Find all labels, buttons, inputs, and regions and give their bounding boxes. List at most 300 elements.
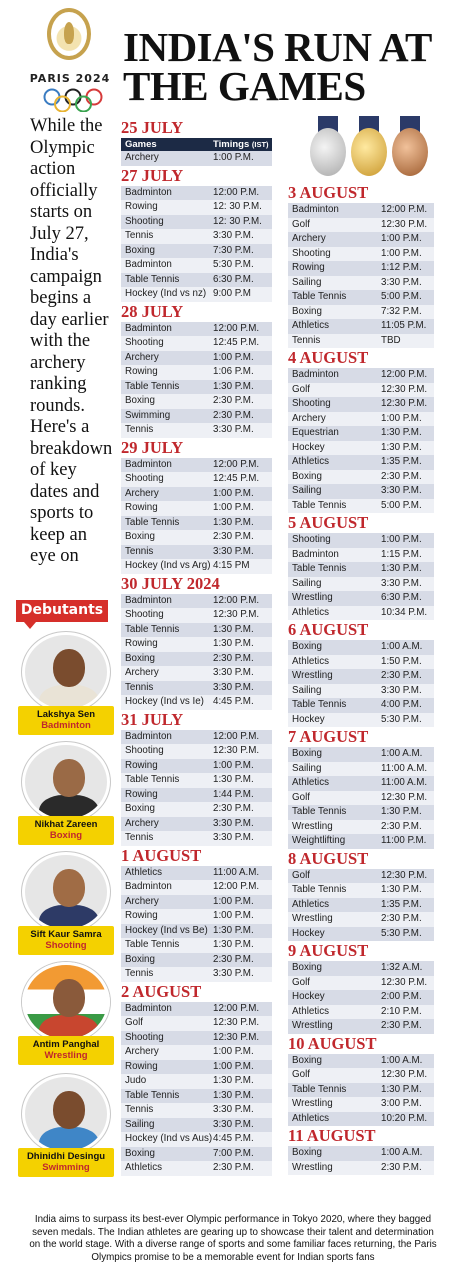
event-row bbox=[288, 1019, 434, 1034]
event-time: 2:30 P.M. bbox=[213, 395, 254, 406]
event-time: 12:00 P.M. bbox=[213, 322, 260, 334]
day-heading: 25 JULY bbox=[121, 118, 184, 137]
event-row bbox=[121, 409, 272, 424]
event-time: 3:30 P.M. bbox=[213, 667, 254, 678]
event-time: 1:00 P.M. bbox=[381, 534, 422, 545]
event-list bbox=[121, 458, 272, 574]
schedule-left-column bbox=[121, 118, 272, 1176]
event-time: 1:00 P.M. bbox=[381, 412, 422, 424]
day-heading: 30 JULY 2024 bbox=[121, 573, 220, 593]
event-row bbox=[121, 695, 272, 710]
event-row bbox=[288, 261, 434, 276]
event-time: 2:30 P.M. bbox=[381, 470, 422, 482]
event-name: Rowing bbox=[125, 788, 158, 800]
event-name: Rowing bbox=[125, 1060, 158, 1072]
event-name: Shooting bbox=[292, 534, 331, 545]
day-block bbox=[288, 348, 434, 513]
event-row bbox=[288, 640, 434, 655]
event-name: Archery bbox=[292, 233, 326, 244]
event-row bbox=[121, 1045, 272, 1060]
event-time: TBD bbox=[381, 334, 401, 346]
event-time: 9:00 P.M bbox=[213, 288, 251, 299]
event-name: Table Tennis bbox=[125, 380, 180, 392]
event-time: 2:00 P.M. bbox=[381, 991, 422, 1002]
event-name: Athletics bbox=[292, 320, 330, 331]
event-row bbox=[288, 791, 434, 806]
event-time: 1:30 P.M. bbox=[213, 774, 254, 785]
event-row bbox=[288, 698, 434, 713]
event-time: 1:44 P.M. bbox=[213, 788, 254, 800]
event-name: Table Tennis bbox=[125, 516, 180, 528]
event-time: 1:32 A.M. bbox=[381, 962, 423, 973]
intro-paragraph: While the Olympic action officially starts on July 27, India's campaign begins a day earlier with the archery ranking rounds. Here's a breakdown of key dates and sports to keep an eye on bbox=[30, 116, 113, 566]
event-name: Sailing bbox=[292, 684, 322, 696]
day-block bbox=[288, 849, 434, 942]
event-list bbox=[288, 640, 434, 727]
event-row bbox=[288, 562, 434, 577]
event-row bbox=[288, 976, 434, 991]
event-row bbox=[121, 802, 272, 817]
event-row bbox=[288, 1112, 434, 1127]
event-name: Golf bbox=[292, 976, 310, 988]
event-time: 1:30 P.M. bbox=[381, 427, 422, 438]
event-time: 10:34 P.M. bbox=[381, 606, 428, 618]
event-row bbox=[121, 322, 272, 337]
event-row bbox=[288, 776, 434, 791]
day-heading: 4 AUGUST bbox=[288, 348, 369, 367]
event-row bbox=[121, 817, 272, 832]
event-name: Wrestling bbox=[292, 1161, 333, 1173]
event-row bbox=[121, 1103, 272, 1118]
day-heading: 6 AUGUST bbox=[288, 620, 369, 639]
day-heading: 7 AUGUST bbox=[288, 727, 369, 746]
event-row bbox=[288, 368, 434, 383]
event-name: Shooting bbox=[125, 745, 164, 756]
event-row bbox=[121, 472, 272, 487]
event-list bbox=[121, 151, 272, 166]
event-name: Athletics bbox=[292, 1005, 330, 1017]
event-name: Wrestling bbox=[292, 592, 333, 603]
event-row bbox=[288, 1005, 434, 1020]
athlete-photo bbox=[22, 742, 110, 822]
event-name: Athletics bbox=[292, 655, 330, 667]
event-time: 5:00 P.M. bbox=[381, 499, 422, 511]
event-name: Boxing bbox=[292, 1054, 322, 1066]
event-row bbox=[121, 1118, 272, 1133]
event-name: Hockey bbox=[292, 441, 325, 453]
event-time: 3:30 P.M. bbox=[213, 681, 254, 693]
event-time: 1:00 P.M. bbox=[213, 487, 254, 499]
event-name: Hockey (Ind vs Arg) bbox=[125, 560, 211, 571]
event-row bbox=[288, 669, 434, 684]
event-row bbox=[288, 805, 434, 820]
table-header bbox=[121, 138, 272, 151]
event-name: Badminton bbox=[292, 204, 339, 215]
event-row bbox=[288, 927, 434, 942]
event-row bbox=[121, 744, 272, 759]
event-row bbox=[121, 895, 272, 910]
day-block bbox=[288, 941, 434, 1034]
logo-text: PARIS 2024 bbox=[29, 72, 111, 85]
event-list bbox=[288, 869, 434, 942]
event-name: Table Tennis bbox=[292, 291, 347, 302]
athlete-card: Antim Panghal Wrestling bbox=[16, 962, 116, 1072]
event-list bbox=[288, 961, 434, 1034]
event-name: Shooting bbox=[125, 337, 164, 348]
event-name: Rowing bbox=[125, 502, 158, 513]
day-block bbox=[121, 710, 272, 846]
event-time: 2:30 P.M. bbox=[213, 652, 254, 664]
event-row bbox=[121, 1132, 272, 1147]
event-name: Athletics bbox=[292, 1112, 330, 1124]
event-time: 3:30 P.M. bbox=[381, 577, 422, 589]
event-name: Archery bbox=[125, 667, 159, 678]
event-name: Judo bbox=[125, 1075, 147, 1086]
event-time: 3:30 P.M. bbox=[381, 276, 422, 288]
event-name: Rowing bbox=[125, 910, 158, 921]
event-time: 7:32 P.M. bbox=[381, 305, 422, 317]
event-time: 1:00 A.M. bbox=[381, 1147, 423, 1158]
event-name: Hockey bbox=[292, 713, 325, 725]
event-row bbox=[121, 1089, 272, 1104]
event-name: Sailing bbox=[292, 276, 322, 288]
event-name: Boxing bbox=[125, 244, 155, 256]
event-name: Boxing bbox=[125, 531, 155, 542]
event-row bbox=[288, 484, 434, 499]
event-time: 4:00 P.M. bbox=[381, 699, 422, 710]
timings-unit: (IST) bbox=[251, 140, 269, 149]
event-name: Table Tennis bbox=[125, 273, 180, 285]
event-time: 12:30 P.M. bbox=[381, 976, 428, 988]
event-row bbox=[288, 533, 434, 548]
event-row bbox=[121, 1002, 272, 1017]
event-name: Badminton bbox=[125, 1002, 172, 1014]
day-heading: 1 AUGUST bbox=[121, 845, 202, 865]
event-row bbox=[288, 334, 434, 349]
event-time: 1:00 P.M. bbox=[213, 1060, 254, 1072]
event-row bbox=[121, 545, 272, 560]
event-row bbox=[121, 1074, 272, 1089]
event-time: 1:00 P.M. bbox=[213, 502, 254, 513]
event-row bbox=[288, 455, 434, 470]
timings-column-header bbox=[213, 138, 272, 151]
event-row bbox=[288, 1068, 434, 1083]
event-name: Wrestling bbox=[292, 820, 333, 832]
event-row bbox=[121, 273, 272, 288]
event-time: 12:00 P.M. bbox=[213, 881, 260, 892]
day-heading: 2 AUGUST bbox=[121, 981, 202, 1001]
event-time: 12:30 P.M. bbox=[381, 869, 428, 881]
event-time: 1:50 P.M. bbox=[381, 655, 422, 667]
event-row bbox=[121, 880, 272, 895]
day-block bbox=[288, 727, 434, 849]
event-name: Hockey bbox=[292, 991, 325, 1002]
event-time: 1:00 A.M. bbox=[381, 641, 423, 652]
event-time: 10:20 P.M. bbox=[381, 1112, 428, 1124]
event-list bbox=[121, 730, 272, 846]
event-name: Badminton bbox=[292, 369, 339, 380]
event-name: Rowing bbox=[125, 638, 158, 649]
event-name: Sailing bbox=[125, 1118, 155, 1130]
event-row bbox=[288, 591, 434, 606]
event-row bbox=[121, 637, 272, 652]
event-time: 7:30 P.M. bbox=[213, 244, 254, 256]
event-time: 12:00 P.M. bbox=[381, 204, 428, 215]
event-row bbox=[288, 319, 434, 334]
event-time: 12:30 P.M. bbox=[381, 1069, 428, 1080]
event-name: Swimming bbox=[125, 409, 171, 421]
day-block bbox=[121, 982, 272, 1176]
event-time: 3:00 P.M. bbox=[381, 1098, 422, 1109]
event-name: Boxing bbox=[125, 1147, 155, 1159]
event-name: Badminton bbox=[125, 186, 172, 198]
event-row bbox=[121, 953, 272, 968]
event-name: Boxing bbox=[125, 395, 155, 406]
event-name: Hockey (Ind vs Be) bbox=[125, 924, 208, 936]
event-name: Archery bbox=[292, 412, 326, 424]
event-time: 5:30 P.M. bbox=[213, 259, 254, 270]
event-name: Table Tennis bbox=[292, 806, 347, 817]
medals-image bbox=[304, 116, 434, 182]
event-row bbox=[288, 305, 434, 320]
event-row bbox=[121, 336, 272, 351]
event-name: Boxing bbox=[125, 803, 155, 814]
event-name: Golf bbox=[292, 218, 310, 230]
event-time: 1:35 P.M. bbox=[381, 898, 422, 910]
event-row bbox=[121, 559, 272, 574]
event-list bbox=[288, 203, 434, 348]
athlete-photo bbox=[22, 962, 110, 1042]
event-name: Tennis bbox=[125, 968, 154, 979]
event-name: Tennis bbox=[125, 545, 154, 557]
footer-caption: India aims to surpass its best-ever Olympic performance in Tokyo 2020, where they bagged seven medals. The Indian athletes are gearing up to showcase their talent and determination on the world stage. With a diverse range of sports and some familiar faces returning, the Paris Olympics promise to be a memorable event for Indian sports fans bbox=[29, 1214, 437, 1263]
event-name: Shooting bbox=[292, 247, 331, 259]
event-time: 1:30 P.M. bbox=[381, 1083, 422, 1095]
event-name: Shooting bbox=[125, 473, 164, 484]
day-block bbox=[121, 302, 272, 438]
event-name: Wrestling bbox=[292, 1020, 333, 1031]
event-list bbox=[288, 1146, 434, 1175]
event-name: Rowing bbox=[125, 201, 158, 212]
event-name: Tennis bbox=[125, 230, 154, 241]
day-heading: 27 JULY bbox=[121, 165, 184, 185]
event-name: Tennis bbox=[125, 681, 154, 693]
day-heading: 29 JULY bbox=[121, 437, 184, 457]
event-name: Archery bbox=[125, 895, 159, 907]
event-name: Shooting bbox=[125, 609, 164, 620]
event-row bbox=[121, 967, 272, 982]
event-name: Tennis bbox=[125, 832, 154, 843]
event-time: 1:30 P.M. bbox=[381, 884, 422, 895]
event-name: Hockey bbox=[292, 927, 325, 939]
day-heading: 3 AUGUST bbox=[288, 183, 369, 202]
event-row bbox=[288, 713, 434, 728]
event-name: Archery bbox=[125, 487, 159, 499]
event-row bbox=[288, 762, 434, 777]
event-row bbox=[288, 412, 434, 427]
event-row bbox=[288, 232, 434, 247]
event-time: 2:30 P.M. bbox=[213, 1162, 254, 1173]
event-row bbox=[288, 883, 434, 898]
event-row bbox=[121, 909, 272, 924]
event-name: Tennis bbox=[125, 424, 154, 435]
event-name: Golf bbox=[292, 1069, 310, 1080]
event-time: 1:00 P.M. bbox=[213, 895, 254, 907]
event-row bbox=[121, 229, 272, 244]
event-name: Archery bbox=[125, 152, 159, 163]
event-name: Boxing bbox=[292, 641, 322, 652]
day-heading: 10 AUGUST bbox=[288, 1033, 377, 1053]
silver-medal-icon bbox=[310, 128, 346, 176]
event-row bbox=[121, 730, 272, 745]
event-name: Wrestling bbox=[292, 1098, 333, 1109]
event-row bbox=[288, 426, 434, 441]
event-name: Hockey (Ind vs Aus) bbox=[125, 1133, 213, 1144]
event-time: 12:30 P.M. bbox=[381, 383, 428, 395]
day-block bbox=[121, 438, 272, 574]
event-time: 1:15 P.M. bbox=[381, 548, 422, 560]
event-time: 12:00 P.M. bbox=[213, 458, 260, 470]
event-time: 12:00 P.M. bbox=[213, 594, 260, 606]
event-row bbox=[121, 1161, 272, 1176]
event-name: Golf bbox=[292, 383, 310, 395]
event-row bbox=[121, 623, 272, 638]
event-time: 5:30 P.M. bbox=[381, 927, 422, 939]
event-row bbox=[288, 548, 434, 563]
event-time: 11:05 P.M. bbox=[381, 320, 427, 331]
event-name: Boxing bbox=[292, 962, 322, 973]
event-time: 1:30 P.M. bbox=[213, 939, 254, 950]
athlete-card: Sift Kaur Samra Shooting bbox=[16, 852, 116, 962]
event-row bbox=[121, 394, 272, 409]
event-time: 1:00 P.M. bbox=[213, 1046, 254, 1057]
event-row bbox=[288, 203, 434, 218]
event-row bbox=[121, 681, 272, 696]
event-time: 4:15 PM bbox=[213, 560, 250, 571]
event-time: 1:30 P.M. bbox=[381, 563, 422, 574]
event-time: 11:00 A.M. bbox=[381, 777, 428, 788]
event-name: Boxing bbox=[292, 1147, 322, 1158]
event-row bbox=[288, 869, 434, 884]
event-time: 1:00 P.M. bbox=[381, 233, 422, 244]
debutants-heading: Debutants bbox=[16, 600, 108, 624]
event-name: Boxing bbox=[125, 652, 155, 664]
event-row bbox=[121, 1031, 272, 1046]
event-name: Table Tennis bbox=[292, 563, 347, 574]
event-time: 7:00 P.M. bbox=[213, 1147, 254, 1159]
event-row bbox=[121, 1016, 272, 1031]
event-list bbox=[121, 866, 272, 982]
day-block bbox=[121, 118, 272, 166]
event-name: Badminton bbox=[125, 594, 172, 606]
event-name: Golf bbox=[125, 1017, 143, 1028]
event-name: Table Tennis bbox=[125, 774, 180, 785]
event-row bbox=[121, 608, 272, 623]
event-time: 4:45 P.M. bbox=[213, 696, 254, 707]
event-row bbox=[121, 200, 272, 215]
event-name: Rowing bbox=[125, 759, 158, 771]
event-time: 1:30 P.M. bbox=[381, 806, 422, 817]
event-name: Table Tennis bbox=[125, 623, 180, 635]
event-list bbox=[288, 533, 434, 620]
day-block bbox=[288, 513, 434, 620]
event-time: 11:00 A.M. bbox=[381, 762, 428, 774]
event-name: Rowing bbox=[125, 366, 158, 377]
event-row bbox=[288, 383, 434, 398]
event-time: 12:30 P.M. bbox=[381, 398, 428, 409]
event-time: 1:30 P.M. bbox=[213, 1075, 254, 1086]
event-name: Shooting bbox=[125, 1031, 164, 1043]
event-name: Tennis bbox=[125, 1104, 154, 1115]
day-heading: 9 AUGUST bbox=[288, 941, 369, 960]
event-time: 2:30 P.M. bbox=[213, 803, 254, 814]
event-row bbox=[121, 594, 272, 609]
event-time: 12: 30 P.M. bbox=[213, 215, 262, 227]
event-name: Table Tennis bbox=[292, 884, 347, 895]
event-time: 5:00 P.M. bbox=[381, 291, 422, 302]
day-block bbox=[288, 1126, 434, 1175]
event-list bbox=[288, 747, 434, 849]
event-time: 3:30 P.M. bbox=[213, 968, 254, 979]
event-time: 12:30 P.M. bbox=[213, 1017, 260, 1028]
event-row bbox=[288, 470, 434, 485]
event-row bbox=[121, 151, 272, 166]
event-name: Table Tennis bbox=[292, 1083, 347, 1095]
event-name: Shooting bbox=[292, 398, 331, 409]
event-row bbox=[121, 938, 272, 953]
event-name: Sailing bbox=[292, 485, 322, 496]
event-row bbox=[121, 380, 272, 395]
event-row bbox=[121, 759, 272, 774]
event-row bbox=[288, 441, 434, 456]
event-row bbox=[288, 1146, 434, 1161]
event-time: 1:30 P.M. bbox=[213, 1089, 254, 1101]
event-time: 2:30 P.M. bbox=[381, 820, 422, 832]
event-time: 3:30 P.M. bbox=[213, 1104, 254, 1115]
event-name: Badminton bbox=[125, 458, 172, 470]
athlete-card: Dhinidhi Desingu Swimming bbox=[16, 1074, 116, 1184]
event-time: 1:00 A.M. bbox=[381, 1054, 423, 1066]
event-time: 11:00 P.M. bbox=[381, 835, 427, 846]
event-row bbox=[288, 1161, 434, 1176]
event-name: Boxing bbox=[292, 470, 322, 482]
event-time: 3:30 P.M. bbox=[381, 485, 422, 496]
event-name: Shooting bbox=[125, 215, 164, 227]
day-heading: 5 AUGUST bbox=[288, 513, 369, 532]
event-row bbox=[288, 898, 434, 913]
event-name: Boxing bbox=[125, 953, 155, 965]
event-row bbox=[288, 577, 434, 592]
day-block bbox=[288, 1034, 434, 1127]
event-time: 1:30 P.M. bbox=[213, 924, 254, 936]
event-list bbox=[121, 1002, 272, 1176]
event-time: 1:30 P.M. bbox=[381, 441, 422, 453]
event-row bbox=[288, 912, 434, 927]
event-time: 1:00 P.M. bbox=[381, 247, 422, 259]
day-block bbox=[288, 183, 434, 348]
event-row bbox=[121, 423, 272, 438]
event-row bbox=[121, 924, 272, 939]
event-time: 12:30 P.M. bbox=[381, 218, 428, 230]
event-time: 2:30 P.M. bbox=[381, 1020, 422, 1031]
event-list bbox=[288, 368, 434, 513]
athlete-card: Lakshya Sen Badminton bbox=[16, 632, 116, 742]
event-time: 3:30 P.M. bbox=[213, 817, 254, 829]
event-time: 1:00 P.M. bbox=[213, 351, 254, 363]
event-name: Golf bbox=[292, 869, 310, 881]
event-row bbox=[121, 487, 272, 502]
event-time: 2:30 P.M. bbox=[381, 670, 422, 681]
